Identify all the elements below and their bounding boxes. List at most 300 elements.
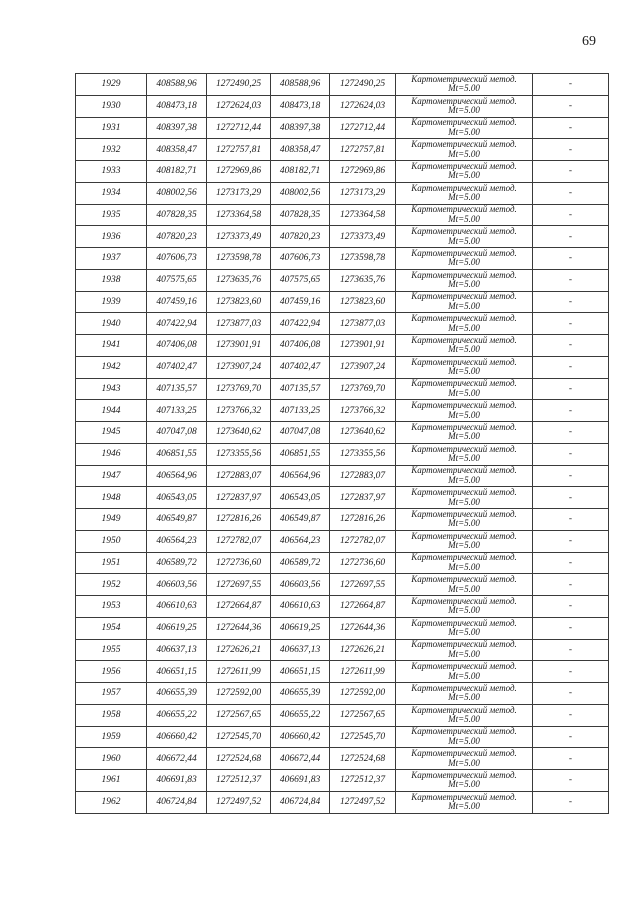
y-coordinate-2-cell: 1273635,76 [330, 269, 396, 291]
y-coordinate-2-cell: 1272782,07 [330, 530, 396, 552]
method-line-2: Mt=5.00 [448, 561, 480, 572]
table-row [76, 204, 609, 226]
point-number-cell: 1954 [76, 617, 147, 639]
method-line-1: Картометрический метод. [411, 704, 517, 715]
method-line-2: Mt=5.00 [448, 83, 480, 94]
x-coordinate-2-cell: 408397,38 [271, 117, 330, 139]
table-row [76, 291, 609, 313]
method-line-1: Картометрический метод. [411, 530, 517, 541]
method-cell [396, 596, 533, 618]
x-coordinate-cell: 406603,56 [147, 574, 207, 596]
table-row [76, 704, 609, 726]
y-coordinate-2-cell: 1272712,44 [330, 117, 396, 139]
method-line-2: Mt=5.00 [448, 344, 480, 355]
method-line-1: Картометрический метод. [411, 117, 517, 128]
extra-cell: - [533, 552, 609, 574]
y-coordinate-cell: 1273635,76 [207, 269, 271, 291]
x-coordinate-cell: 406610,63 [147, 596, 207, 618]
extra-cell: - [533, 487, 609, 509]
y-coordinate-cell: 1272664,87 [207, 596, 271, 618]
point-number-cell: 1932 [76, 139, 147, 161]
x-coordinate-2-cell: 406543,05 [271, 487, 330, 509]
method-line-2: Mt=5.00 [448, 735, 480, 746]
y-coordinate-cell: 1273877,03 [207, 313, 271, 335]
method-line-1: Картометрический метод. [411, 356, 517, 367]
y-coordinate-cell: 1273173,29 [207, 182, 271, 204]
method-cell [396, 291, 533, 313]
method-line-2: Mt=5.00 [448, 648, 480, 659]
table-row [76, 95, 609, 117]
y-coordinate-cell: 1272626,21 [207, 639, 271, 661]
table-row [76, 791, 609, 813]
x-coordinate-2-cell: 406564,96 [271, 465, 330, 487]
x-coordinate-2-cell: 407402,47 [271, 356, 330, 378]
x-coordinate-2-cell: 408182,71 [271, 161, 330, 183]
table-row [76, 661, 609, 683]
table-row [76, 530, 609, 552]
method-cell [396, 791, 533, 813]
method-line-2: Mt=5.00 [448, 757, 480, 768]
method-line-2: Mt=5.00 [448, 714, 480, 725]
x-coordinate-2-cell: 406637,13 [271, 639, 330, 661]
y-coordinate-cell: 1272816,26 [207, 509, 271, 531]
extra-cell: - [533, 95, 609, 117]
y-coordinate-cell: 1272497,52 [207, 791, 271, 813]
y-coordinate-cell: 1272757,81 [207, 139, 271, 161]
x-coordinate-2-cell: 406660,42 [271, 726, 330, 748]
y-coordinate-cell: 1272697,55 [207, 574, 271, 596]
y-coordinate-2-cell: 1273173,29 [330, 182, 396, 204]
x-coordinate-2-cell: 406603,56 [271, 574, 330, 596]
y-coordinate-cell: 1273364,58 [207, 204, 271, 226]
method-line-2: Mt=5.00 [448, 801, 480, 812]
x-coordinate-cell: 408397,38 [147, 117, 207, 139]
method-cell [396, 770, 533, 792]
method-cell [396, 117, 533, 139]
y-coordinate-2-cell: 1272816,26 [330, 509, 396, 531]
y-coordinate-2-cell: 1272883,07 [330, 465, 396, 487]
y-coordinate-2-cell: 1273364,58 [330, 204, 396, 226]
table-row [76, 400, 609, 422]
point-number-cell: 1929 [76, 74, 147, 96]
x-coordinate-2-cell: 408588,96 [271, 74, 330, 96]
y-coordinate-cell: 1272490,25 [207, 74, 271, 96]
method-line-1: Картометрический метод. [411, 73, 517, 84]
method-line-1: Картометрический метод. [411, 769, 517, 780]
method-line-1: Картометрический метод. [411, 334, 517, 345]
page-number: 69 [582, 34, 596, 49]
x-coordinate-2-cell: 407422,94 [271, 313, 330, 335]
method-line-2: Mt=5.00 [448, 148, 480, 159]
y-coordinate-cell: 1272969,86 [207, 161, 271, 183]
y-coordinate-cell: 1272883,07 [207, 465, 271, 487]
y-coordinate-cell: 1273901,91 [207, 335, 271, 357]
point-number-cell: 1961 [76, 770, 147, 792]
x-coordinate-2-cell: 406589,72 [271, 552, 330, 574]
method-line-1: Картометрический метод. [411, 682, 517, 693]
method-line-2: Mt=5.00 [448, 518, 480, 529]
x-coordinate-cell: 406655,22 [147, 704, 207, 726]
method-line-2: Mt=5.00 [448, 605, 480, 616]
extra-cell: - [533, 704, 609, 726]
extra-cell: - [533, 248, 609, 270]
method-line-1: Картометрический метод. [411, 748, 517, 759]
y-coordinate-2-cell: 1273901,91 [330, 335, 396, 357]
table-row [76, 378, 609, 400]
point-number-cell: 1949 [76, 509, 147, 531]
x-coordinate-cell: 407133,25 [147, 400, 207, 422]
method-line-2: Mt=5.00 [448, 366, 480, 377]
method-line-2: Mt=5.00 [448, 779, 480, 790]
x-coordinate-cell: 408473,18 [147, 95, 207, 117]
method-line-2: Mt=5.00 [448, 431, 480, 442]
method-cell [396, 182, 533, 204]
point-number-cell: 1959 [76, 726, 147, 748]
y-coordinate-2-cell: 1272624,03 [330, 95, 396, 117]
table-row [76, 248, 609, 270]
y-coordinate-2-cell: 1272545,70 [330, 726, 396, 748]
method-line-2: Mt=5.00 [448, 583, 480, 594]
point-number-cell: 1940 [76, 313, 147, 335]
x-coordinate-cell: 407459,16 [147, 291, 207, 313]
table-row [76, 617, 609, 639]
method-cell [396, 335, 533, 357]
table-row [76, 726, 609, 748]
extra-cell: - [533, 378, 609, 400]
x-coordinate-2-cell: 406691,83 [271, 770, 330, 792]
x-coordinate-cell: 407406,08 [147, 335, 207, 357]
table-row [76, 639, 609, 661]
method-line-2: Mt=5.00 [448, 170, 480, 181]
x-coordinate-cell: 406655,39 [147, 683, 207, 705]
x-coordinate-2-cell: 406655,39 [271, 683, 330, 705]
point-number-cell: 1937 [76, 248, 147, 270]
method-line-1: Картометрический метод. [411, 313, 517, 324]
extra-cell: - [533, 313, 609, 335]
method-line-1: Картометрический метод. [411, 639, 517, 650]
y-coordinate-cell: 1272545,70 [207, 726, 271, 748]
x-coordinate-cell: 406589,72 [147, 552, 207, 574]
point-number-cell: 1948 [76, 487, 147, 509]
x-coordinate-cell: 406651,15 [147, 661, 207, 683]
extra-cell: - [533, 291, 609, 313]
method-line-1: Картометрический метод. [411, 95, 517, 106]
extra-cell: - [533, 182, 609, 204]
extra-cell: - [533, 617, 609, 639]
extra-cell: - [533, 335, 609, 357]
y-coordinate-2-cell: 1273877,03 [330, 313, 396, 335]
y-coordinate-cell: 1273355,56 [207, 443, 271, 465]
y-coordinate-2-cell: 1272969,86 [330, 161, 396, 183]
method-line-1: Картометрический метод. [411, 552, 517, 563]
method-line-2: Mt=5.00 [448, 540, 480, 551]
extra-cell: - [533, 204, 609, 226]
point-number-cell: 1943 [76, 378, 147, 400]
method-cell [396, 574, 533, 596]
y-coordinate-2-cell: 1272490,25 [330, 74, 396, 96]
method-cell [396, 248, 533, 270]
point-number-cell: 1938 [76, 269, 147, 291]
method-line-2: Mt=5.00 [448, 322, 480, 333]
table-row [76, 422, 609, 444]
x-coordinate-2-cell: 406724,84 [271, 791, 330, 813]
y-coordinate-cell: 1272524,68 [207, 748, 271, 770]
extra-cell: - [533, 74, 609, 96]
x-coordinate-2-cell: 408002,56 [271, 182, 330, 204]
table-row [76, 313, 609, 335]
table-row [76, 139, 609, 161]
method-line-1: Картометрический метод. [411, 400, 517, 411]
extra-cell: - [533, 356, 609, 378]
extra-cell: - [533, 596, 609, 618]
method-line-2: Mt=5.00 [448, 213, 480, 224]
point-number-cell: 1952 [76, 574, 147, 596]
extra-cell: - [533, 791, 609, 813]
method-cell [396, 204, 533, 226]
point-number-cell: 1945 [76, 422, 147, 444]
x-coordinate-2-cell: 407820,23 [271, 226, 330, 248]
x-coordinate-2-cell: 408358,47 [271, 139, 330, 161]
table-row [76, 117, 609, 139]
x-coordinate-2-cell: 406619,25 [271, 617, 330, 639]
method-line-2: Mt=5.00 [448, 257, 480, 268]
y-coordinate-2-cell: 1272664,87 [330, 596, 396, 618]
table-row [76, 748, 609, 770]
method-cell [396, 74, 533, 96]
extra-cell: - [533, 117, 609, 139]
y-coordinate-cell: 1272782,07 [207, 530, 271, 552]
x-coordinate-cell: 406564,23 [147, 530, 207, 552]
y-coordinate-cell: 1272512,37 [207, 770, 271, 792]
y-coordinate-2-cell: 1273907,24 [330, 356, 396, 378]
point-number-cell: 1935 [76, 204, 147, 226]
method-line-1: Картометрический метод. [411, 617, 517, 628]
y-coordinate-cell: 1273598,78 [207, 248, 271, 270]
table-row [76, 335, 609, 357]
y-coordinate-2-cell: 1272626,21 [330, 639, 396, 661]
x-coordinate-cell: 407820,23 [147, 226, 207, 248]
method-cell [396, 661, 533, 683]
method-cell [396, 95, 533, 117]
y-coordinate-2-cell: 1273823,60 [330, 291, 396, 313]
table-row [76, 443, 609, 465]
extra-cell: - [533, 465, 609, 487]
method-line-1: Картометрический метод. [411, 139, 517, 150]
x-coordinate-cell: 406543,05 [147, 487, 207, 509]
x-coordinate-cell: 408182,71 [147, 161, 207, 183]
point-number-cell: 1955 [76, 639, 147, 661]
method-line-1: Картометрический метод. [411, 508, 517, 519]
y-coordinate-2-cell: 1273769,70 [330, 378, 396, 400]
y-coordinate-2-cell: 1273766,32 [330, 400, 396, 422]
x-coordinate-cell: 407606,73 [147, 248, 207, 270]
method-line-1: Картометрический метод. [411, 421, 517, 432]
method-cell [396, 139, 533, 161]
y-coordinate-cell: 1273766,32 [207, 400, 271, 422]
point-number-cell: 1942 [76, 356, 147, 378]
method-line-2: Mt=5.00 [448, 627, 480, 638]
table-row [76, 574, 609, 596]
y-coordinate-2-cell: 1272611,99 [330, 661, 396, 683]
x-coordinate-cell: 406549,87 [147, 509, 207, 531]
extra-cell: - [533, 139, 609, 161]
extra-cell: - [533, 443, 609, 465]
y-coordinate-cell: 1272837,97 [207, 487, 271, 509]
y-coordinate-2-cell: 1272497,52 [330, 791, 396, 813]
x-coordinate-2-cell: 407406,08 [271, 335, 330, 357]
x-coordinate-cell: 408588,96 [147, 74, 207, 96]
extra-cell: - [533, 748, 609, 770]
extra-cell: - [533, 530, 609, 552]
y-coordinate-cell: 1273907,24 [207, 356, 271, 378]
point-number-cell: 1962 [76, 791, 147, 813]
table-row [76, 269, 609, 291]
table-row [76, 465, 609, 487]
x-coordinate-2-cell: 406651,15 [271, 661, 330, 683]
table-row [76, 74, 609, 96]
method-cell [396, 400, 533, 422]
x-coordinate-2-cell: 407135,57 [271, 378, 330, 400]
x-coordinate-2-cell: 406610,63 [271, 596, 330, 618]
method-line-2: Mt=5.00 [448, 409, 480, 420]
x-coordinate-2-cell: 407133,25 [271, 400, 330, 422]
x-coordinate-2-cell: 406851,55 [271, 443, 330, 465]
method-line-2: Mt=5.00 [448, 387, 480, 398]
table-row [76, 552, 609, 574]
x-coordinate-2-cell: 407459,16 [271, 291, 330, 313]
point-number-cell: 1956 [76, 661, 147, 683]
x-coordinate-cell: 406724,84 [147, 791, 207, 813]
method-cell [396, 683, 533, 705]
x-coordinate-cell: 407828,35 [147, 204, 207, 226]
method-line-1: Картометрический метод. [411, 204, 517, 215]
extra-cell: - [533, 226, 609, 248]
method-cell [396, 313, 533, 335]
table-row [76, 182, 609, 204]
extra-cell: - [533, 639, 609, 661]
method-cell [396, 356, 533, 378]
extra-cell: - [533, 683, 609, 705]
x-coordinate-cell: 407047,08 [147, 422, 207, 444]
table-row [76, 509, 609, 531]
point-number-cell: 1941 [76, 335, 147, 357]
point-number-cell: 1931 [76, 117, 147, 139]
x-coordinate-cell: 406851,55 [147, 443, 207, 465]
point-number-cell: 1939 [76, 291, 147, 313]
method-line-1: Картометрический метод. [411, 291, 517, 302]
table-row [76, 487, 609, 509]
method-line-1: Картометрический метод. [411, 247, 517, 258]
y-coordinate-2-cell: 1273373,49 [330, 226, 396, 248]
method-cell [396, 226, 533, 248]
method-line-1: Картометрический метод. [411, 574, 517, 585]
method-line-1: Картометрический метод. [411, 791, 517, 802]
x-coordinate-cell: 406660,42 [147, 726, 207, 748]
x-coordinate-2-cell: 407047,08 [271, 422, 330, 444]
point-number-cell: 1950 [76, 530, 147, 552]
extra-cell: - [533, 770, 609, 792]
x-coordinate-2-cell: 407828,35 [271, 204, 330, 226]
point-number-cell: 1960 [76, 748, 147, 770]
method-line-1: Картометрический метод. [411, 595, 517, 606]
method-line-2: Mt=5.00 [448, 279, 480, 290]
method-line-2: Mt=5.00 [448, 105, 480, 116]
method-line-2: Mt=5.00 [448, 670, 480, 681]
extra-cell: - [533, 574, 609, 596]
y-coordinate-cell: 1272611,99 [207, 661, 271, 683]
y-coordinate-2-cell: 1272567,65 [330, 704, 396, 726]
y-coordinate-2-cell: 1272736,60 [330, 552, 396, 574]
table-row [76, 226, 609, 248]
table-row [76, 356, 609, 378]
x-coordinate-2-cell: 406549,87 [271, 509, 330, 531]
y-coordinate-cell: 1273640,62 [207, 422, 271, 444]
extra-cell: - [533, 400, 609, 422]
point-number-cell: 1951 [76, 552, 147, 574]
x-coordinate-cell: 407402,47 [147, 356, 207, 378]
method-line-2: Mt=5.00 [448, 300, 480, 311]
method-cell [396, 378, 533, 400]
y-coordinate-2-cell: 1272592,00 [330, 683, 396, 705]
y-coordinate-2-cell: 1272644,36 [330, 617, 396, 639]
y-coordinate-cell: 1272644,36 [207, 617, 271, 639]
point-number-cell: 1934 [76, 182, 147, 204]
point-number-cell: 1947 [76, 465, 147, 487]
point-number-cell: 1958 [76, 704, 147, 726]
method-cell [396, 617, 533, 639]
y-coordinate-2-cell: 1272757,81 [330, 139, 396, 161]
method-cell [396, 269, 533, 291]
method-cell [396, 465, 533, 487]
extra-cell: - [533, 661, 609, 683]
x-coordinate-2-cell: 406655,22 [271, 704, 330, 726]
x-coordinate-cell: 406672,44 [147, 748, 207, 770]
method-cell [396, 509, 533, 531]
point-number-cell: 1930 [76, 95, 147, 117]
method-line-1: Картометрический метод. [411, 182, 517, 193]
method-cell [396, 639, 533, 661]
method-line-1: Картометрический метод. [411, 726, 517, 737]
x-coordinate-cell: 408358,47 [147, 139, 207, 161]
table-row [76, 770, 609, 792]
method-line-2: Mt=5.00 [448, 126, 480, 137]
method-cell [396, 726, 533, 748]
x-coordinate-2-cell: 407606,73 [271, 248, 330, 270]
extra-cell: - [533, 726, 609, 748]
x-coordinate-cell: 407575,65 [147, 269, 207, 291]
y-coordinate-cell: 1272592,00 [207, 683, 271, 705]
x-coordinate-cell: 406564,96 [147, 465, 207, 487]
y-coordinate-cell: 1273769,70 [207, 378, 271, 400]
point-number-cell: 1944 [76, 400, 147, 422]
point-number-cell: 1953 [76, 596, 147, 618]
x-coordinate-2-cell: 406564,23 [271, 530, 330, 552]
method-cell [396, 704, 533, 726]
y-coordinate-cell: 1273373,49 [207, 226, 271, 248]
y-coordinate-cell: 1272567,65 [207, 704, 271, 726]
x-coordinate-cell: 407422,94 [147, 313, 207, 335]
extra-cell: - [533, 269, 609, 291]
method-line-2: Mt=5.00 [448, 692, 480, 703]
method-cell [396, 161, 533, 183]
y-coordinate-2-cell: 1272837,97 [330, 487, 396, 509]
coordinates-table [75, 73, 609, 814]
method-line-1: Картометрический метод. [411, 487, 517, 498]
x-coordinate-2-cell: 408473,18 [271, 95, 330, 117]
table-row [76, 161, 609, 183]
x-coordinate-cell: 408002,56 [147, 182, 207, 204]
method-cell [396, 487, 533, 509]
